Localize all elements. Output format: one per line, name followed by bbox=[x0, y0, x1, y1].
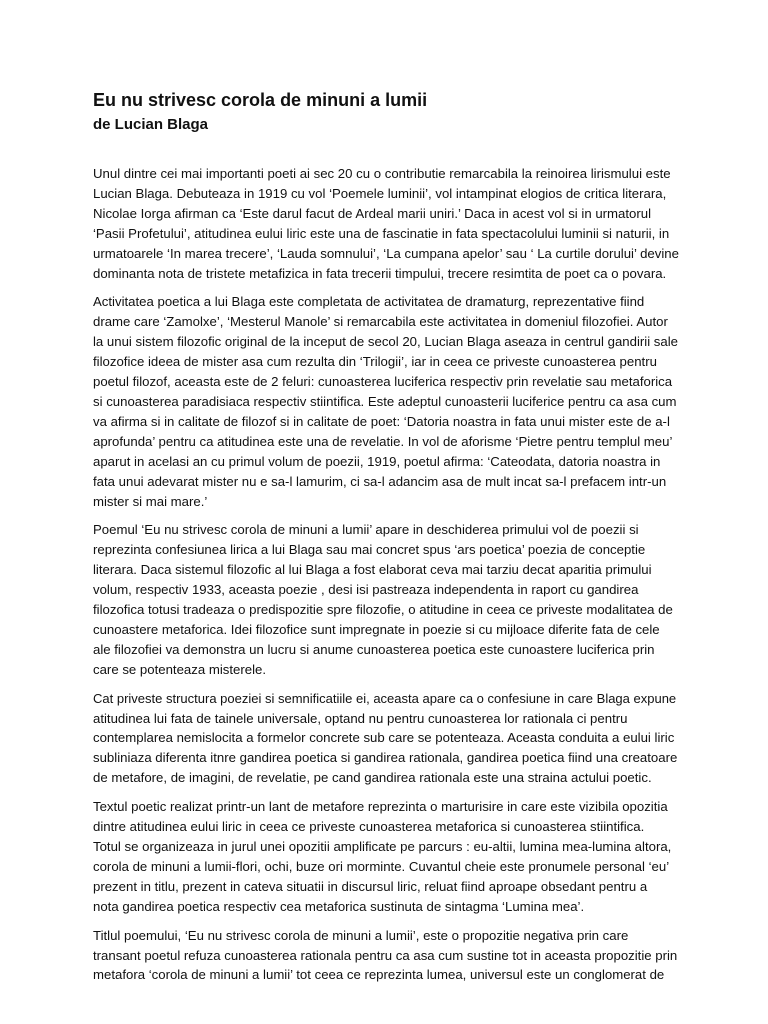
text-line: si cunoasterea paradisiaca respectiv stiintifica. Este adeptul cunoasterii luciferice pentru ca asa cum bbox=[93, 393, 677, 409]
paragraph bbox=[93, 520, 681, 679]
text-line: Unul dintre cei mai importanti poeti ai sec 20 cu o contributie remarcabila la reinoirea lirismului este bbox=[93, 166, 671, 181]
text-line: transant poetul refuza cunoasterea rationala pentru ca asa cum sustine tot in aceasta propozitie prin bbox=[93, 947, 678, 963]
text-line: Textul poetic realizat printr-un lant de metafore reprezinta o marturisire in care este vizibila opozitia bbox=[93, 799, 668, 815]
text-line: poetul filozof, aceasta este de 2 feluri: cunoasterea luciferica respectiv prin revelatie sau metaforica bbox=[93, 374, 673, 390]
text-line: filozofica totusi tradeaza o predispozitie spre filozofie, o atitudine in ceea ce priveste modalitatea de bbox=[93, 602, 673, 618]
text-line: Activitatea poetica a lui Blaga este completata de activitatea de dramaturg, reprezentative fiind bbox=[93, 294, 645, 310]
text-line: care se potenteaza misterele. bbox=[93, 661, 266, 677]
document-body bbox=[93, 164, 681, 985]
document-title: Eu nu strivesc corola de minuni a lumii bbox=[93, 90, 428, 110]
text-line: la unui sistem filozofic original de la inceput de secol 20, Lucian Blaga aseaza in centrul gandirii sale bbox=[93, 334, 678, 350]
paragraph bbox=[93, 164, 681, 283]
text-line: ale filozofiei va demonstra un lucru si anume cunoasterea poetica este cunoastere luciferica prin bbox=[93, 641, 655, 657]
paragraph bbox=[93, 926, 681, 986]
text-line: nota gandirea poetica respectiv cea metaforica sustinuta de sintagma ‘Lumina mea’. bbox=[93, 898, 585, 914]
text-line: corola de minuni a lumii-flori, ochi, buze ori morminte. Cuvantul cheie este pronumele personal ‘eu’ bbox=[93, 858, 670, 874]
text-line: Nicolae Iorga afirman ca ‘Este darul facut de Ardeal marii uniri.’ Daca in acest vol si in urmatorul bbox=[93, 205, 652, 221]
paragraph bbox=[93, 797, 681, 916]
text-line: filozofice ideea de mister asa cum rezulta din ‘Trilogii’, iar in ceea ce priveste cunoasterea pentru bbox=[93, 354, 657, 370]
text-line: literara. Daca sistemul filozofic al lui Blaga a fost elaborat ceva mai tarziu decat aparitia primului bbox=[93, 562, 652, 578]
text-line: Totul se organizeaza in jurul unei opozitii amplificate pe parcurs : eu-altii, lumina mea-lumina altora, bbox=[93, 839, 672, 854]
text-line: urmatoarele ‘In marea trecere’, ‘Lauda somnului’, ‘La cumpana apelor’ sau ‘ La curtile dorului’ devine bbox=[93, 245, 679, 261]
text-line: contemplarea nemislocita a formelor concrete sub care se potenteaza. Aceasta conduita a eului liric bbox=[93, 730, 675, 746]
text-line: Lucian Blaga. Debuteaza in 1919 cu vol ‘Poemele luminii’, vol intampinat elogios de critica literara, bbox=[93, 185, 667, 201]
text-line: Poemul ‘Eu nu strivesc corola de minuni a lumii’ apare in deschiderea primului vol de poezii si bbox=[93, 522, 639, 538]
text-line: Cat priveste structura poeziei si semnificatiile ei, aceasta apare ca o confesiune in care Blaga expune bbox=[93, 690, 677, 706]
text-line: reprezinta confesiunea lirica a lui Blaga sau mai concret spus ‘ars poetica’ poezia de conceptie bbox=[93, 542, 646, 558]
text-line: aparut in acelasi an cu primul volum de poezii, 1919, poetul afirma: ‘Cateodata, datoria noastra in bbox=[93, 453, 661, 469]
text-line: metafora ‘corola de minuni a lumii’ tot ceea ce reprezinta lumea, universul este un conglomerat de bbox=[93, 967, 665, 983]
text-line: va afirma si in calitate de filozof si in calitate de poet: ‘Datoria noastra in fata unui mister este de a-l bbox=[93, 413, 670, 429]
paragraph bbox=[93, 689, 681, 789]
paragraph bbox=[93, 292, 681, 511]
text-line: volum, respectiv 1933, aceasta poezie , desi isi pastreaza independenta in raport cu gandirea bbox=[93, 582, 639, 598]
text-line: fata unui adevarat mister nu e sa-l lamurim, ci sa-l adancim asa de mult incat sa-l prefacem intr-un bbox=[93, 473, 667, 489]
text-line: dominanta nota de tristete metafizica in fata trecerii timpului, trecere resimtita de poet ca o povara. bbox=[93, 265, 667, 281]
text-line: drame care ‘Zamolxe’, ‘Mesterul Manole’ si remarcabila este activitatea in domeniul filozofiei. Autor bbox=[93, 314, 668, 330]
text-line: cunoastere metaforica. Idei filozofice sunt impregnate in poezie si cu mijloace diferite fata de cele bbox=[93, 621, 660, 637]
text-line: ‘Pasii Profetului’, atitudinea eului liric este una de fascinatie in fata spectacolului luminii si naturii, in bbox=[93, 225, 670, 241]
text-line: de metafore, de imagini, de revelatie, pe cand gandirea rationala este una straina actului poetic. bbox=[93, 770, 652, 786]
text-line: subliniaza diferenta itnre gandirea poetica si gandirea rationala, gandirea poetica fiind una creatoare bbox=[93, 750, 678, 766]
text-line: atitudinea lui fata de tainele universale, optand nu pentru cunoasterea lor rationala ci pentru bbox=[93, 710, 628, 726]
text-line: mister si mai mare.’ bbox=[93, 493, 208, 509]
author-line: de Lucian Blaga bbox=[93, 116, 209, 133]
document-page bbox=[93, 88, 681, 994]
text-line: aprofunda’ pentru ca atitudinea este una de revelatie. In vol de aforisme ‘Pietre pentru templul meu’ bbox=[93, 433, 673, 449]
text-line: prezent in titlu, prezent in cateva situatii in discursul liric, reluat fiind aproape obsedant pentru a bbox=[93, 878, 648, 894]
text-line: dintre atitudinea eului liric in ceea ce priveste cunoasterea metaforica si cunoasterea stiintifica. bbox=[93, 819, 645, 835]
text-line: Titlul poemului, ‘Eu nu strivesc corola de minuni a lumii’, este o propozitie negativa prin care bbox=[93, 927, 629, 943]
